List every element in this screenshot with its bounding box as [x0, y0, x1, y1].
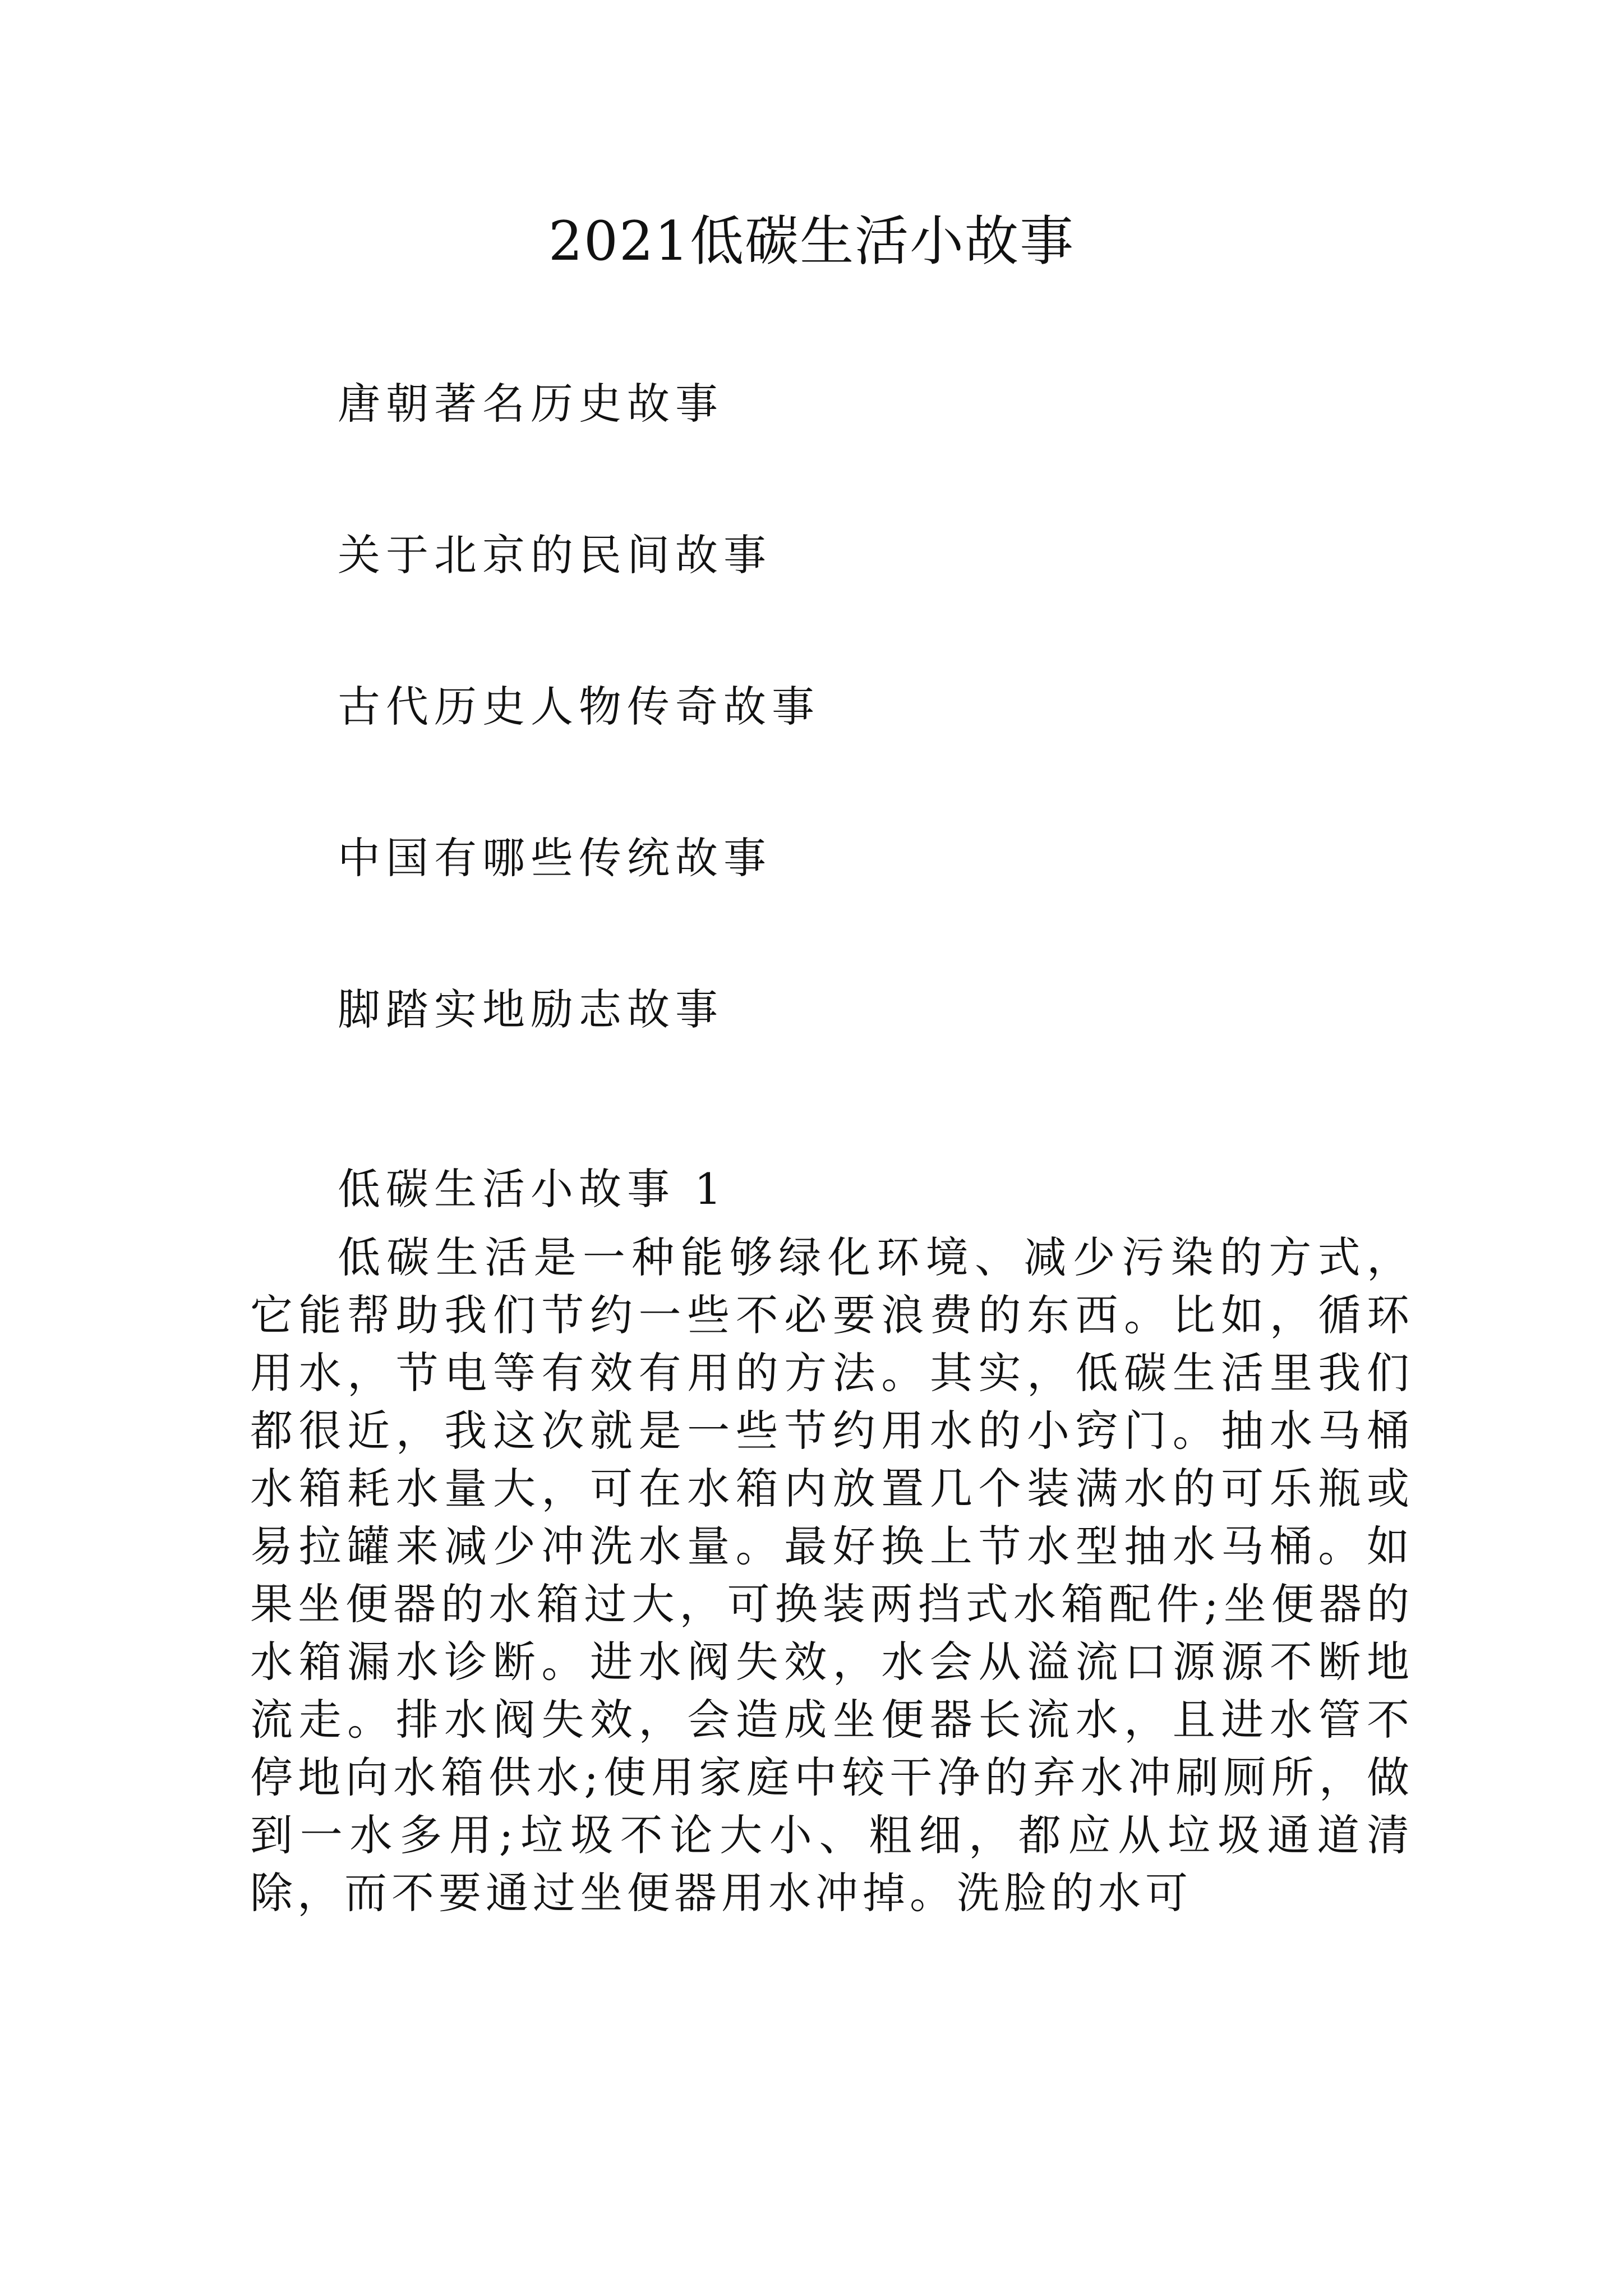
related-link-item[interactable]: 唐朝著名历史故事 [338, 379, 723, 429]
section-heading: 低碳生活小故事 1 [338, 1164, 727, 1214]
related-link-item[interactable]: 脚踏实地励志故事 [338, 984, 723, 1034]
body-text [250, 1228, 1414, 1922]
page-title: 2021低碳生活小故事 [548, 210, 1075, 273]
body-paragraph: 低碳生活是一种能够绿化环境、减少污染的方式，它能帮助我们节约一些不必要浪费的东西。比如，循环用水，节电等有效有用的方法。其实，低碳生活里我们都很近，我这次就是一些节约用水的小窍门。抽水马桶水箱耗水量大，可在水箱内放置几个装满水的可乐瓶或易拉罐来减少冲洗水量。最好换上节水型抽水马桶。如果坐便器的水箱过大，可换装两挡式水箱配件;坐便器的水箱漏水诊断。进水阀失效，水会从溢流口源源不断地流走。排水阀失效，会造成坐便器长流水，且进水管不停地向水箱供水;使用家庭中较干净的弃水冲刷厕所，做到一水多用;垃圾不论大小、粗细，都应从垃圾通道清除，而不要通过坐便器用水冲掉。洗脸的水可 [250, 1232, 1414, 1918]
related-link-item[interactable]: 关于北京的民间故事 [338, 530, 772, 580]
related-link-item[interactable]: 古代历史人物传奇故事 [338, 682, 820, 731]
related-link-item[interactable]: 中国有哪些传统故事 [338, 833, 772, 883]
